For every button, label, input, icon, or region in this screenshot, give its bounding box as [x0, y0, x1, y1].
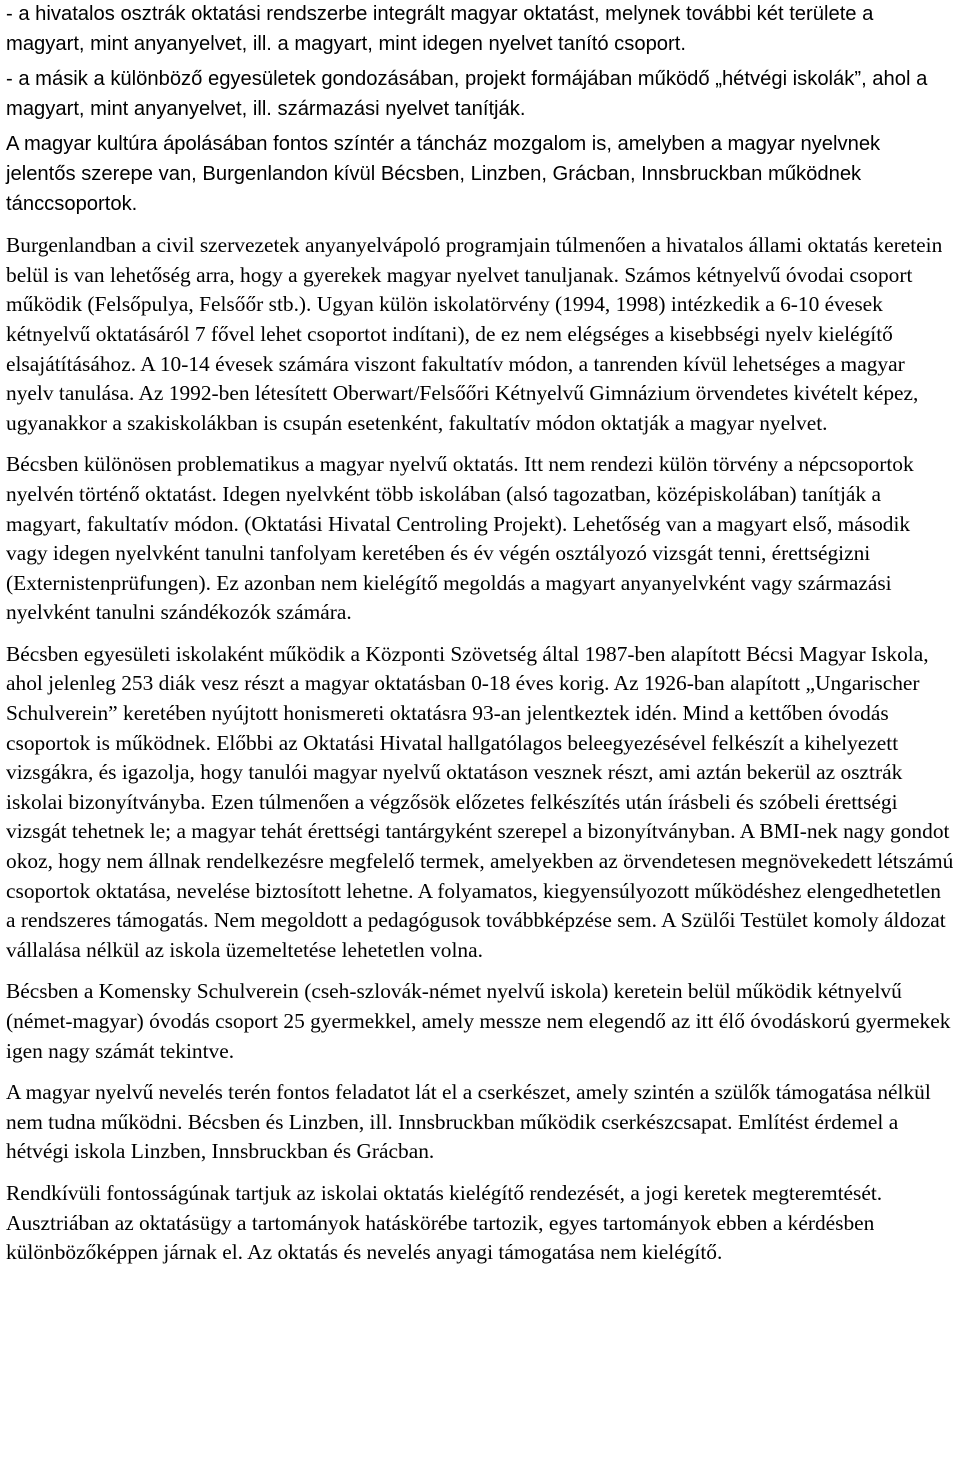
- paragraph-vienna-problems: Bécsben különösen problematikus a magyar nyelvű oktatás. Itt nem rendezi külön törvény a népcsoportok nyelvén történő oktatást. Idegen nyelvként több iskolában (alsó tagozatban, középiskolában) tanítják a magyart, fakultatív módon. (Oktatási Hivatal Centroling Projekt). Lehetőség van a magyart első, második vagy idegen nyelvként tanulni tanfolyam keretében és év végén osztályozó vizsgát tenni, érettségizni (Externistenprüfungen). Ez azonban nem kielégítő megoldás a magyart anyanyelvként vagy származási nyelvként tanulni szándékozók számára.: [6, 452, 914, 625]
- paragraph-komensky-schulverein: Bécsben a Komensky Schulverein (cseh-szlovák-német nyelvű iskola) keretein belül működik kétnyelvű (német-magyar) óvodás csoport 25 gyermekkel, amely messze nem elegendő az itt élő óvodáskorú gyermekek igen nagy számát tekintve.: [6, 979, 951, 1063]
- paragraph-conclusion: Rendkívüli fontosságúnak tartjuk az iskolai oktatás kielégítő rendezését, a jogi keretek megteremtését. Ausztriában az oktatásügy a tartományok hatáskörébe tartozik, egyes tartományok ebben a kérdésben különbözőképpen járnak el. Az oktatás és nevelés anyagi támogatása nem kielégítő.: [6, 1180, 883, 1265]
- paragraph-dance-house-movement: A magyar kultúra ápolásában fontos színtér a táncház mozgalom is, amelyben a magyar nyelvnek jelentős szerepe van, Burgenlandon kívül Bécsben, Linzben, Grácban, Innsbruckban működnek tánccsoportok.: [6, 133, 881, 215]
- paragraph-burgenland-education: Burgenlandban a civil szervezetek anyanyelvápoló programjain túlmenően a hivatalos állami oktatás keretein belül is van lehetőség arra, hogy a gyerekek magyar nyelvet tanuljanak. Számos kétnyelvű óvodai csoport működik (Felsőpulya, Felsőőr stb.). Ugyan külön iskolatörvény (1994, 1998) intézkedik a 6-10 évesek kétnyelvű oktatásáról 7 fővel lehet csoportot indítani), de ez nem elégséges a kisebbségi nyelv kielégítő elsajátításához. A 10-14 évesek számára viszont fakultatív módon, a tanrenden kívül lehetséges a magyar nyelv tanulása. Az 1992-ben létesített Oberwart/Felsőőri Kétnyelvű Gimnázium örvendetes kivételt képez, ugyanakkor a szakiskolákban is csupán esetenként, fakultatív módon oktatják a magyar nyelvet.: [6, 233, 943, 435]
- document-page: [6, 0, 954, 1280]
- bullet-paragraph-integrated-education: - a hivatalos osztrák oktatási rendszerbe integrált magyar oktatást, melynek további két területe a magyart, mint anyanyelvet, ill. a magyart, mint idegen nyelvet tanító csoport.: [6, 3, 874, 55]
- paragraph-vienna-hungarian-school: Bécsben egyesületi iskolaként működik a Központi Szövetség által 1987-ben alapított Bécsi Magyar Iskola, ahol jelenleg 253 diák vesz részt a magyar oktatásban 0-18 éves korig. Az 1926-ban alapított „Ungarischer Schulverein” keretében nyújtott honismereti oktatásra 93-an jelentkeztek idén. Mind a kettőben óvodás csoportok is működnek. Előbbi az Oktatási Hivatal hallgatólagos beleegyezésével felkészít a kihelyezett vizsgákra, és igazolja, hogy tanulói magyar nyelvű oktatáson vesznek részt, ami aztán bekerül az osztrák iskolai bizonyítványba. Ezen túlmenően a végzősök előzetes felkészítés után írásbeli és szóbeli érettségi vizsgát tehetnek le; a magyar tehát érettségi tantárgyként szerepel a bizonyítványban. A BMI-nek nagy gondot okoz, hogy nem állnak rendelkezésre megfelelő termek, amelyekben az örvendetesen megnövekedett létszámú csoportok oktatása, nevelése biztosított lehetne. A folyamatos, kiegyensúlyozott működéshez elengedhetetlen a rendszeres támogatás. Nem megoldott a pedagógusok továbbképzése sem. A Szülői Testület komoly áldozat vállalása nélkül az iskola üzemeltetése lehetetlen volna.: [6, 641, 954, 962]
- paragraph-scouting: A magyar nyelvű nevelés terén fontos feladatot lát el a cserkészet, amely szintén a szülők támogatása nélkül nem tudna működni. Bécsben és Linzben, ill. Innsbruckban működik cserkészcsapat. Említést érdemel a hétvégi iskola Linzben, Innsbruckban és Grácban.: [6, 1080, 931, 1164]
- bullet-paragraph-weekend-schools: - a másik a különböző egyesületek gondozásában, projekt formájában működő „hétvégi iskolák”, ahol a magyart, mint anyanyelvet, ill. származási nyelvet tanítják.: [6, 68, 928, 120]
